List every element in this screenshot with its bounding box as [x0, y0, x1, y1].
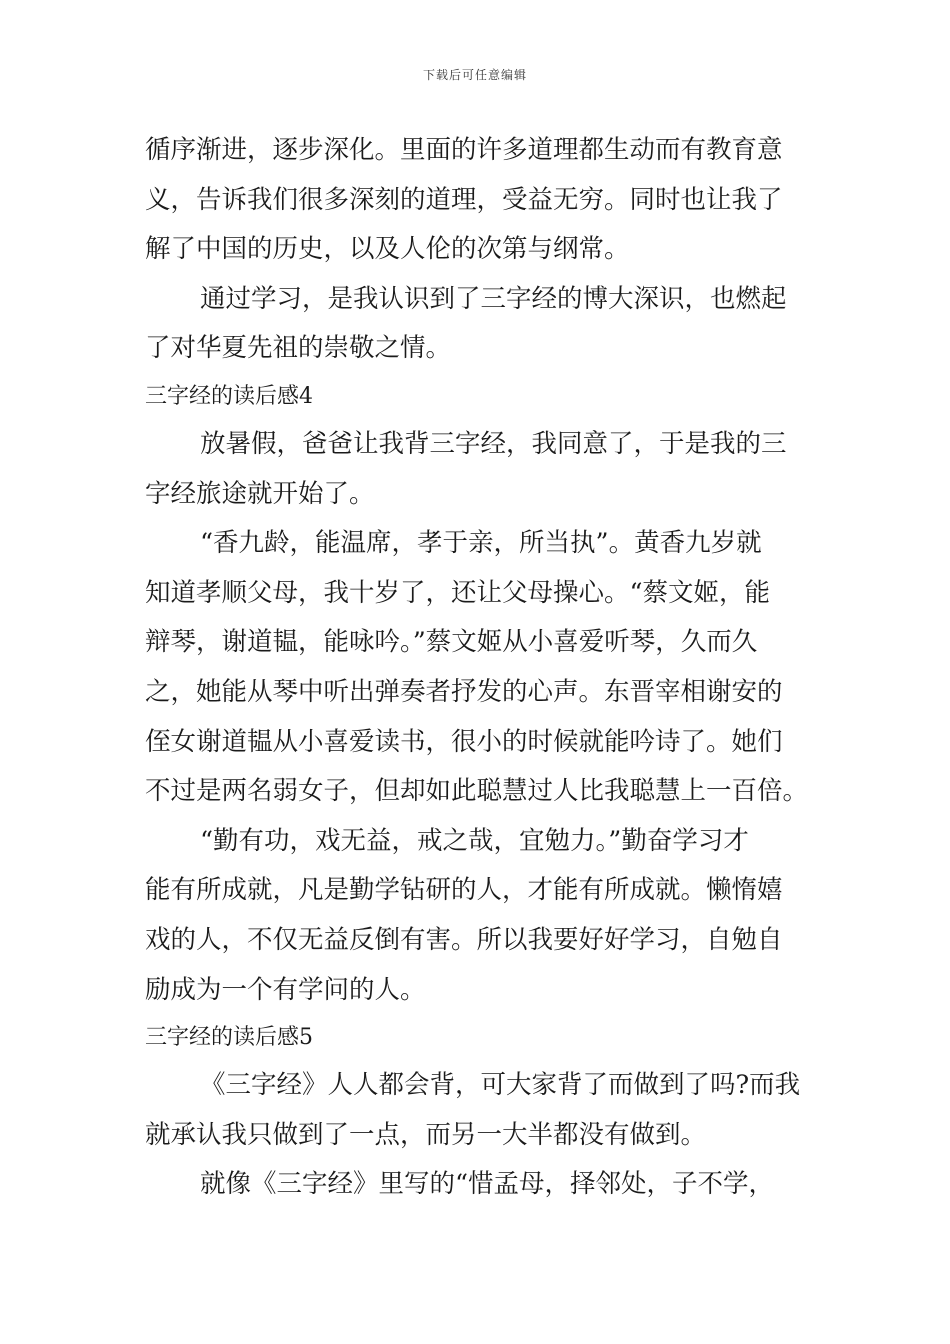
paragraph-start-line: 放暑假，爸爸让我背三字经，我同意了，于是我的三 — [200, 428, 787, 459]
text-line: 字经旅途就开始了。 — [145, 478, 375, 509]
text-line: 侄女谢道韫从小喜爱读书，很小的时候就能吟诗了。她们 — [145, 726, 783, 757]
page-header-note: 下载后可任意编辑 — [422, 68, 527, 82]
text-line: 不过是两名弱女子，但却如此聪慧过人比我聪慧上一百倍。 — [145, 776, 809, 807]
text-line: 解了中国的历史，以及人伦的次第与纲常。 — [145, 234, 630, 265]
paragraph-start-line: 通过学习，是我认识到了三字经的博大深识，也燃起 — [200, 283, 787, 314]
paragraph-start-line: 就像《三字经》里写的“惜孟母，择邻处，子不学， — [200, 1169, 775, 1200]
text-line: 循序渐进，逐步深化。里面的许多道理都生动而有教育意 — [145, 135, 783, 165]
document-body — [145, 126, 810, 1210]
text-line: 辩琴，谢道韫，能咏吟。”蔡文姬从小喜爱听琴，久而久 — [145, 627, 758, 658]
section-heading-4: 三字经的读后感4 — [145, 383, 313, 409]
paragraph-start-line: 《三字经》人人都会背，可大家背了而做到了吗?而我 — [200, 1070, 801, 1101]
paragraph-start-line: “香九龄，能温席，孝于亲，所当执”。黄香九岁就 — [200, 528, 762, 559]
text-line: 能有所成就，凡是勤学钻研的人，才能有所成就。懒惰嬉 — [145, 875, 783, 906]
text-line: 了对华夏先祖的崇敬之情。 — [145, 333, 452, 364]
text-line: 戏的人，不仅无益反倒有害。所以我要好好学习，自勉自 — [145, 924, 783, 955]
text-line: 知道孝顺父母，我十岁了，还让父母操心。“蔡文姬，能 — [145, 577, 771, 608]
text-line: 义，告诉我们很多深刻的道理，受益无穷。同时也让我了 — [145, 184, 783, 215]
text-line: 之，她能从琴中听出弹奏者抒发的心声。东晋宰相谢安的 — [145, 676, 783, 707]
paragraph-start-line: “勤有功，戏无益，戒之哉，宜勉力。”勤奋学习才 — [200, 825, 749, 856]
text-line: 励成为一个有学问的人。 — [145, 974, 426, 1005]
text-line: 就承认我只做到了一点，而另一大半都没有做到。 — [145, 1119, 707, 1150]
section-heading-5: 三字经的读后感5 — [145, 1025, 313, 1051]
